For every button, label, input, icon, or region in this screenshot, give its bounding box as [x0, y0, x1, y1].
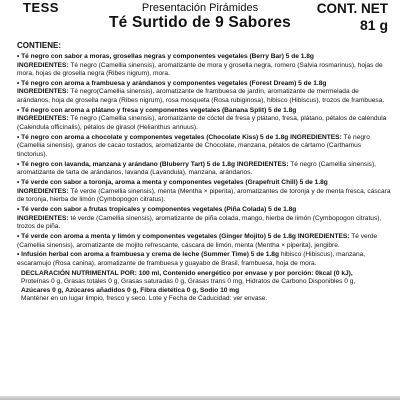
list-item: [17, 107, 392, 133]
item-ingredients: hibisco (Hibiscus), manzana, escaramujo (Rosa canina), aromatizante de frambuesa y guayabo de Brasil, frambuesa, hoja de mora.: [17, 251, 366, 267]
presentation-text: Presentación Pirámides: [141, 2, 259, 14]
item-ingredients: té verde (Camellia sinensis), aromatizante de piña colada, mango, hierba de limón (Cymbopogon citratus), trozos de piña.: [17, 214, 382, 231]
ingredients-key: INGREDIENTES:: [17, 187, 69, 195]
net-content: [317, 0, 388, 34]
item-title: • Té negro con aroma a frambuesa y arándanos y componentes vegetales (Forest Dream) 5 de 1.8g: [17, 80, 392, 89]
list-item: [17, 161, 392, 178]
ingredients-key: INGREDIENTES:: [290, 133, 342, 141]
item-ingredients: Té negro(Camellia sinensis), aromatizante de frambuesa de jardín, aromatizante de mermelada de arándanos, hoja de grosella negra (Ribes nigrum), rosa mosqueta (Rosa rubiginosa), hibisco (Hibiscus), trozos de frambuesa.: [17, 88, 385, 105]
product-title: Té Surtido de 9 Sabores: [108, 14, 292, 31]
contains-heading: CONTIENE:: [17, 41, 61, 50]
item-ingredients: Té negro (Camellia sinensis), granos de cacao tostados, aromatizante de Chocolate, manzana, pétalos de cártamo (Carthamus tinctorius).: [17, 133, 370, 158]
list-item: [17, 53, 392, 79]
list-item: [17, 179, 392, 205]
package-edge: [0, 396, 400, 400]
nutrition-line: Azúcares 0 g, Azúcares añadidos 0 g, Fibra dietética 0 g, Sodio 10 mg: [21, 286, 240, 294]
list-item: [17, 251, 392, 268]
storage-note: Manténer en un lugar limpio, fresco y seco. Lote y Fecha de Caducidad: ver envase.: [21, 295, 268, 303]
item-ingredients: Té verde (Camellia sinensis), aromatizante de mojito refrescante, cáscara de limón, menta (Mentha × piperita), jengibre.: [17, 233, 378, 249]
list-item: [17, 206, 392, 232]
item-ingredients: Té negro (Camellia sinensis), aromatizante de tarta de arándanos, lavanda (Lavandula), manzana, arándanos.: [17, 160, 376, 177]
item-ingredients: Té negro (Camellia sinensis), aromatizante de mora y grosella negra, romero (Salvia rosmarinus), hojas de mora, hojas de grosella negra (Ribes nigrum), mora.: [17, 61, 383, 78]
item-title: • Té verde con sabor a frutas tropicales y componentes vegetales (Piña Colada) 5 de 1.8g: [17, 206, 392, 215]
item-title: • Té verde con aroma a menta y limón y componentes vegetales (Ginger Mojito) 5 de 1.8g: [17, 233, 296, 240]
contents-list: [17, 53, 392, 304]
ingredients-key: INGREDIENTES:: [297, 233, 350, 241]
list-item: [17, 233, 392, 250]
brand-name: TESS: [23, 0, 59, 15]
list-item: [17, 80, 392, 106]
net-weight: 81 g: [359, 17, 388, 33]
item-title: • Té negro con sabor a moras, grosellas negras y componentes vegetales (Berry Bar) 5 de 1.8g: [17, 53, 392, 62]
ingredients-key: INGREDIENTES:: [236, 160, 289, 168]
item-title: • Té negro con aroma a plátano y fresa y componentes vegetales (Banana Split) 5 de 1.8g: [17, 107, 392, 116]
nutrition-heading: DECLARACIÓN NUTRIMENTAL POR: 100 ml, Contenido energético por envase y por porción: 0kcal (0 kJ),: [21, 269, 353, 277]
item-ingredients: Té negro (Camellia sinensis), aromatizante de cóctel de fresa y plátano, fresa, plátano, pétalos de caléndula (Calendula officinalis), pétalos de girasol (Helianthus annuus).: [17, 115, 387, 131]
list-item: [17, 134, 392, 160]
ingredients-key: INGREDIENTES:: [17, 115, 69, 123]
item-ingredients: Té verde (Camellia sinensis), menta (Mentha × piperita), aromatizantes de toronja y de menta fresca, cáscara de toronja, hierba de limón (Cymbopogon citratus).: [17, 187, 391, 204]
item-title: • Té negro con lavanda, manzana y arándano (Bluberry Tart) 5 de 1.8g: [17, 161, 235, 168]
nutrition-line: Proteínas 0 g, Grasas totales 0 g, Grasas saturadas 0 g, Grasas trans 0 mg, Hidratos de Carbono Disponibles 0 g,: [21, 278, 356, 286]
item-title: • Té negro con aroma a chocolate y componentes vegetales (Chocolate Kiss) 5 de 1.8g: [17, 134, 288, 141]
ingredients-key: INGREDIENTES:: [17, 214, 69, 222]
item-title: • Té verde con sabor a toronja, aroma a menta y componentes vegetales (Grapefruit Chill) 5 de 1.8g: [17, 179, 392, 188]
ingredients-key: INGREDIENTES:: [17, 61, 69, 69]
item-title: • Infusión herbal con aroma a frambuesa y crema de leche (Summer Time) 5 de 1.8g: [17, 251, 279, 258]
net-label: CONT. NET: [316, 1, 388, 16]
nutrition-declaration: [17, 270, 392, 304]
ingredients-key: INGREDIENTES:: [17, 88, 69, 96]
